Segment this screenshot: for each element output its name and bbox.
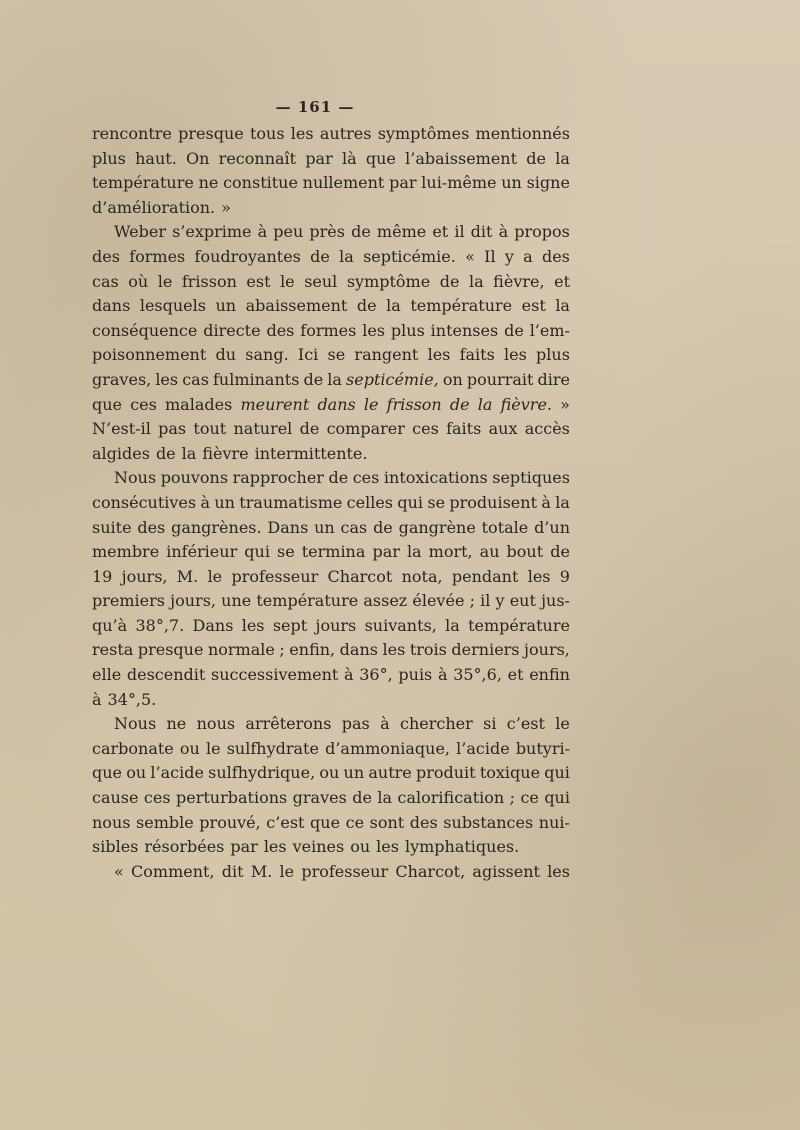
text-line: température ne constitue nullement par lui-même un signe — [92, 173, 570, 193]
text-line: resta presque normale ; enfin, dans les trois derniers jours, — [92, 640, 570, 660]
text-line: sibles résorbées par les veines ou les lymphatiques. — [92, 837, 520, 857]
text-line: graves, les cas fulminants de la septicémie, on pourrait dire — [92, 369, 570, 389]
text-line: nous semble prouvé, c’est que ce sont des substances nui- — [92, 812, 570, 832]
text-line: « Comment, dit M. le professeur Charcot, agissent les — [114, 861, 570, 881]
text-line: Nous pouvons rapprocher de ces intoxications septiques — [114, 468, 570, 488]
text-line: plus haut. On reconnaît par là que l’abaissement de la — [92, 148, 570, 168]
text-line: qu’à 38°,7. Dans les sept jours suivants, la température — [92, 615, 570, 635]
text-line: carbonate ou le sulfhydrate d’ammoniaque, l’acide butyri- — [92, 738, 570, 758]
text-line: que ces malades meurent dans le frisson de la fièvre. » — [92, 394, 570, 414]
text-line: algides de la fièvre intermittente. — [92, 443, 368, 463]
text-line: conséquence directe des formes les plus intenses de l’em- — [92, 320, 570, 340]
text-line: d’amélioration. » — [92, 197, 231, 217]
text-line: à 34°,5. — [92, 689, 157, 709]
text-line: consécutives à un traumatisme celles qui se produisent à la — [92, 492, 570, 512]
text-line: poisonnement du sang. Ici se rangent les faits les plus — [92, 345, 570, 365]
text-line: cause ces perturbations graves de la calorification ; ce qui — [92, 788, 570, 808]
text-line: 19 jours, M. le professeur Charcot nota, pendant les 9 — [92, 566, 570, 586]
text-line: des formes foudroyantes de la septicémie. « Il y a des — [92, 246, 570, 266]
text-line: premiers jours, une température assez élevée ; il y eut jus- — [92, 591, 570, 611]
text-line: dans lesquels un abaissement de la température est la — [92, 296, 570, 316]
text-line: rencontre presque tous les autres symptômes mentionnés — [92, 124, 570, 143]
text-line: N’est-il pas tout naturel de comparer ces faits aux accès — [92, 419, 570, 439]
text-line: Nous ne nous arrêterons pas à chercher si c’est le — [114, 714, 570, 734]
text-line: que ou l’acide sulfhydrique, ou un autre produit toxique qui — [92, 763, 570, 783]
text-line: elle descendit successivement à 36°, puis à 35°,6, et enfin — [92, 665, 570, 685]
body-text — [92, 122, 570, 884]
text-line: suite des gangrènes. Dans un cas de gangrène totale d’un — [92, 517, 570, 537]
text-line: Weber s’exprime à peu près de même et il dit à propos — [114, 222, 570, 242]
text-line: membre inférieur qui se termina par la mort, au bout de — [92, 542, 570, 562]
text-line: cas où le frisson est le seul symptôme de la fièvre, et — [92, 271, 570, 291]
page-number: — 161 — — [275, 98, 355, 116]
